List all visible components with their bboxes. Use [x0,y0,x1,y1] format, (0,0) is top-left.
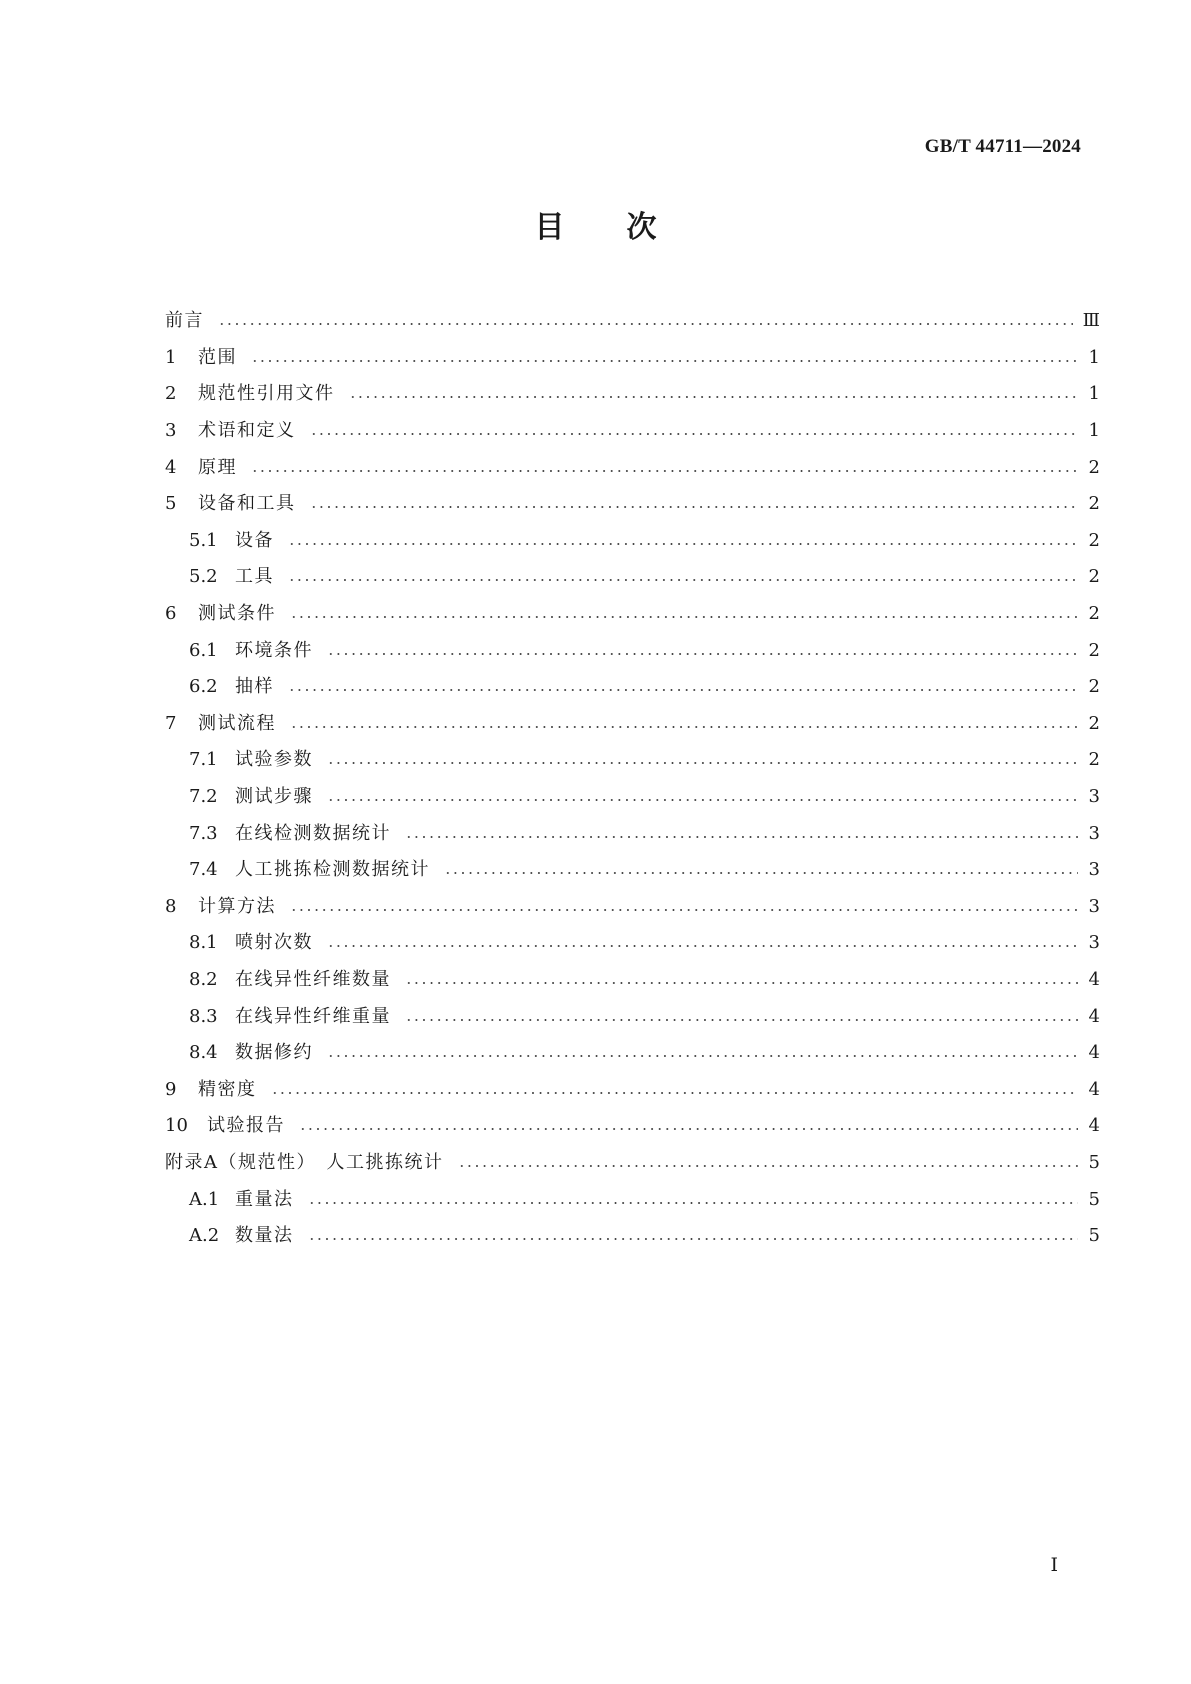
toc-entry-number: 8 [165,895,177,917]
toc-entry-label: 数量法 [235,1225,294,1247]
toc-dot-leader [327,799,1078,801]
toc-dot-leader [271,1092,1079,1094]
toc-entry-number: 5.1 [189,529,218,551]
toc-entry-label: 试验报告 [207,1115,285,1137]
toc-entry-label: 重量法 [235,1188,294,1210]
toc-dot-leader [349,396,1079,398]
toc-entry[interactable] [165,852,1100,889]
toc-dot-leader [308,1238,1079,1240]
toc-entry-number: 1 [165,346,177,368]
toc-dot-leader [290,726,1078,728]
toc-entry-number: 8.3 [189,1005,218,1027]
toc-dot-leader [251,360,1078,362]
toc-entry-page: 4 [1088,1042,1100,1064]
toc-entry-label: 测试条件 [198,603,276,625]
toc-entry-number: 3 [165,420,177,442]
toc-entry-page: 5 [1088,1188,1100,1210]
toc-entry-number: 2 [165,383,177,405]
toc-entry-number: A.2 [189,1225,220,1247]
toc-entry[interactable] [165,632,1100,669]
toc-dot-leader [405,982,1078,984]
toc-entry[interactable] [165,523,1100,560]
toc-dot-leader [290,616,1078,618]
toc-entry-number: 5 [165,493,177,515]
toc-dot-leader [405,1019,1078,1021]
toc-entry-page: 2 [1088,566,1100,588]
toc-entry-number: 10 [165,1115,188,1137]
toc-entry-number: 8.4 [189,1042,218,1064]
toc-entry-label: 规范性引用文件 [198,383,335,405]
toc-entry[interactable] [165,486,1100,523]
toc-entry-label: 在线检测数据统计 [235,822,391,844]
toc-entry[interactable] [165,925,1100,962]
toc-entry-label: 设备和工具 [198,493,296,515]
toc-title [0,202,1191,246]
toc-entry[interactable] [165,1145,1100,1182]
toc-entry-number: 6.2 [189,676,218,698]
toc-entry[interactable] [165,1218,1100,1255]
toc-entry-page: 4 [1088,968,1100,990]
toc-entry-label: 设备 [235,529,274,551]
toc-entry-label: 术语和定义 [198,420,296,442]
toc-entry[interactable] [165,376,1100,413]
toc-entry[interactable] [165,815,1100,852]
toc-entry[interactable] [165,998,1100,1035]
toc-entry-label: 数据修约 [235,1042,313,1064]
toc-entry[interactable] [165,449,1100,486]
toc-entry-number: 7.3 [189,822,218,844]
toc-entry-page: 3 [1088,895,1100,917]
toc-entry[interactable] [165,1181,1100,1218]
toc-entry-page: 2 [1088,493,1100,515]
toc-entry-label: 附录A（规范性） 人工挑拣统计 [165,1151,444,1173]
toc-entry-number: 6.1 [189,639,218,661]
toc-list [165,303,1100,1254]
toc-entry-label: 范围 [198,346,237,368]
toc-entry-label: 计算方法 [198,895,276,917]
toc-dot-leader [288,543,1078,545]
toc-entry-label: 在线异性纤维数量 [235,968,391,990]
toc-title-char-1: 目 [534,210,565,245]
toc-entry-label: 环境条件 [235,639,313,661]
toc-entry-page: 3 [1088,932,1100,954]
toc-entry-number: 7 [165,712,177,734]
toc-entry-page: 2 [1088,603,1100,625]
toc-dot-leader [327,1055,1078,1057]
toc-dot-leader [308,1202,1079,1204]
toc-entry-label: 在线异性纤维重量 [235,1005,391,1027]
toc-entry-number: 6 [165,603,177,625]
toc-entry[interactable] [165,889,1100,926]
toc-dot-leader [444,872,1078,874]
toc-entry-label: 工具 [235,566,274,588]
toc-dot-leader [458,1165,1079,1167]
toc-dot-leader [310,433,1079,435]
toc-entry-page: 1 [1088,346,1100,368]
toc-entry-number: A.1 [189,1188,220,1210]
toc-entry-label: 测试流程 [198,712,276,734]
toc-entry-label: 试验参数 [235,749,313,771]
toc-entry-label: 测试步骤 [235,786,313,808]
toc-dot-leader [327,653,1078,655]
toc-entry[interactable] [165,413,1100,450]
toc-entry-page: 3 [1088,822,1100,844]
toc-entry-label: 抽样 [235,676,274,698]
toc-entry-page: Ⅲ [1082,310,1100,332]
toc-dot-leader [327,762,1078,764]
toc-entry-page: 4 [1088,1078,1100,1100]
toc-entry[interactable] [165,1035,1100,1072]
toc-entry-page: 2 [1088,676,1100,698]
toc-entry-page: 2 [1088,456,1100,478]
toc-entry-label: 前言 [165,310,204,332]
toc-entry[interactable] [165,596,1100,633]
toc-entry[interactable] [165,340,1100,377]
toc-entry-label: 精密度 [198,1078,257,1100]
toc-entry-label: 原理 [198,456,237,478]
toc-entry[interactable] [165,1108,1100,1145]
toc-dot-leader [218,323,1073,325]
toc-entry-label: 喷射次数 [235,932,313,954]
toc-entry-number: 5.2 [189,566,218,588]
toc-entry-number: 4 [165,456,177,478]
toc-entry-page: 5 [1088,1151,1100,1173]
toc-entry-label: 人工挑拣检测数据统计 [235,859,430,881]
toc-entry-number: 7.2 [189,786,218,808]
toc-entry-page: 2 [1088,712,1100,734]
toc-entry-page: 4 [1088,1115,1100,1137]
toc-dot-leader [290,909,1078,911]
toc-entry-page: 2 [1088,639,1100,661]
toc-entry-page: 2 [1088,749,1100,771]
toc-dot-leader [288,579,1078,581]
page-number: I [1050,1554,1058,1576]
toc-entry-number: 8.2 [189,968,218,990]
toc-entry-page: 2 [1088,529,1100,551]
toc-dot-leader [251,470,1078,472]
toc-entry-page: 1 [1088,383,1100,405]
toc-entry[interactable] [165,1071,1100,1108]
toc-entry-page: 1 [1088,420,1100,442]
toc-dot-leader [327,945,1078,947]
toc-dot-leader [405,836,1078,838]
toc-dot-leader [299,1128,1078,1130]
toc-dot-leader [310,506,1079,508]
standard-number: GB/T 44711—2024 [924,136,1081,157]
toc-entry[interactable] [165,742,1100,779]
toc-entry[interactable] [165,303,1100,340]
toc-entry[interactable] [165,962,1100,999]
toc-entry-number: 9 [165,1078,177,1100]
toc-entry[interactable] [165,669,1100,706]
toc-title-char-2: 次 [626,210,657,245]
toc-entry-page: 4 [1088,1005,1100,1027]
toc-entry-page: 3 [1088,786,1100,808]
toc-entry-page: 3 [1088,859,1100,881]
toc-dot-leader [288,689,1078,691]
toc-entry-number: 7.1 [189,749,218,771]
toc-entry[interactable] [165,559,1100,596]
toc-entry-number: 7.4 [189,859,218,881]
toc-entry[interactable] [165,779,1100,816]
toc-entry-page: 5 [1088,1225,1100,1247]
toc-entry[interactable] [165,706,1100,743]
toc-entry-number: 8.1 [189,932,218,954]
